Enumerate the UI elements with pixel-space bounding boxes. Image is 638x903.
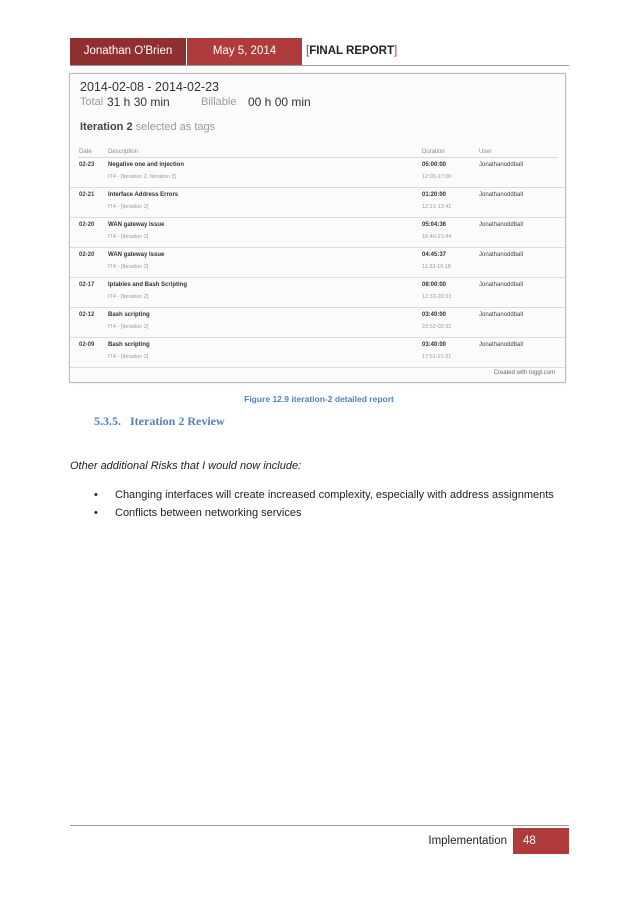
footer-section-name: Implementation xyxy=(428,835,507,847)
row-description: Iptables and Bash Scripting xyxy=(108,282,188,288)
list-item: • Changing interfaces will create increased complexity, especially with address assignments xyxy=(94,486,554,504)
report-screenshot xyxy=(69,73,566,383)
row-user: Jonathanoddball xyxy=(479,192,524,198)
row-date: 02-21 xyxy=(79,192,95,198)
table-row xyxy=(70,308,565,338)
header-date: May 5, 2014 xyxy=(187,38,302,65)
header-title xyxy=(306,38,397,65)
row-description: Bash scripting xyxy=(108,342,150,348)
section-title: Iteration 2 Review xyxy=(130,414,225,428)
row-description: Interface Address Errors xyxy=(108,192,179,198)
header-divider xyxy=(70,65,569,66)
row-duration: 08:00:00 xyxy=(422,282,447,288)
row-times: 11:33-16:18 xyxy=(422,264,451,270)
row-user: Jonathanoddball xyxy=(479,282,524,288)
row-date: 02-20 xyxy=(79,222,95,228)
table-row xyxy=(70,158,565,188)
row-description: Negative one and injection xyxy=(108,162,185,168)
report-credit: Created with toggl.com xyxy=(493,370,555,376)
table-row xyxy=(70,338,565,368)
row-duration: 04:45:37 xyxy=(422,252,447,258)
row-duration: 05:00:00 xyxy=(422,162,447,168)
list-item: • Conflicts between networking services xyxy=(94,504,554,522)
row-tags: IT4 - [Iteration 2] xyxy=(108,324,149,330)
section-number: 5.3.5. xyxy=(94,414,121,428)
report-total-label: Total xyxy=(80,96,104,108)
intro-paragraph: Other additional Risks that I would now include: xyxy=(70,460,302,472)
header-bracket-close: ] xyxy=(393,45,398,57)
report-filter xyxy=(80,121,215,133)
header-author: Jonathan O'Brien xyxy=(70,38,186,65)
row-duration: 05:04:36 xyxy=(422,222,447,228)
risk-list xyxy=(94,486,554,522)
row-date: 02-20 xyxy=(79,252,95,258)
row-tags: IT4 - [Iteration 2] xyxy=(108,204,149,210)
row-description: WAN gateway Issue xyxy=(108,222,165,228)
row-tags: IT4 - [Iteration 2] xyxy=(108,294,149,300)
section-heading xyxy=(94,414,225,429)
row-user: Jonathanoddball xyxy=(479,222,524,228)
row-date: 02-09 xyxy=(79,342,95,348)
row-times: 12:21-13:41 xyxy=(422,204,452,210)
row-description: Bash scripting xyxy=(108,312,150,318)
report-date-range: 2014-02-08 - 2014-02-23 xyxy=(80,80,219,94)
row-duration: 01:20:00 xyxy=(422,192,447,198)
header-title-text: FINAL REPORT xyxy=(309,45,394,57)
table-row xyxy=(70,278,565,308)
row-user: Jonathanoddball xyxy=(479,162,524,168)
row-times: 17:51-21:31 xyxy=(422,354,452,360)
row-description: WAN gateway Issue xyxy=(108,252,165,258)
header-bracket-open: [ xyxy=(306,45,310,57)
row-user: Jonathanoddball xyxy=(479,252,524,258)
report-billable-value: 00 h 00 min xyxy=(248,95,311,109)
row-tags: IT4 - [Iteration 2] xyxy=(108,354,149,360)
report-total-value: 31 h 30 min xyxy=(107,95,170,109)
column-header-description: Description xyxy=(108,149,139,155)
row-tags: IT4 - [Iteration 2] xyxy=(108,264,149,270)
row-times: 23:52-03:32 xyxy=(422,324,452,330)
figure-caption: Figure 12.9 iteration-2 detailed report xyxy=(244,394,394,404)
report-rows xyxy=(70,158,565,368)
row-times: 16:40-21:44 xyxy=(422,234,452,240)
row-tags: IT4 - [Iteration 2, Iteration 3] xyxy=(108,174,176,180)
row-duration: 03:40:00 xyxy=(422,342,447,348)
row-user: Jonathanoddball xyxy=(479,342,524,348)
row-times: 12:33-20:33 xyxy=(422,294,452,300)
report-filter-tag: Iteration 2 xyxy=(80,121,133,133)
column-header-duration: Duration xyxy=(422,149,445,155)
column-header-date: Date xyxy=(79,149,92,155)
column-header-user: User xyxy=(479,149,492,155)
table-row xyxy=(70,188,565,218)
row-date: 02-17 xyxy=(79,282,95,288)
table-row xyxy=(70,248,565,278)
page-number: 48 xyxy=(513,828,569,854)
row-tags: IT4 - [Iteration 2] xyxy=(108,234,149,240)
footer-divider xyxy=(70,825,569,826)
report-billable-label: Billable xyxy=(201,96,237,108)
row-date: 02-23 xyxy=(79,162,95,168)
row-times: 12:00-17:00 xyxy=(422,174,452,180)
row-duration: 03:40:00 xyxy=(422,312,447,318)
table-row xyxy=(70,218,565,248)
row-date: 02-12 xyxy=(79,312,95,318)
report-filter-text: selected as tags xyxy=(135,121,216,133)
row-user: Jonathanoddball xyxy=(479,312,524,318)
